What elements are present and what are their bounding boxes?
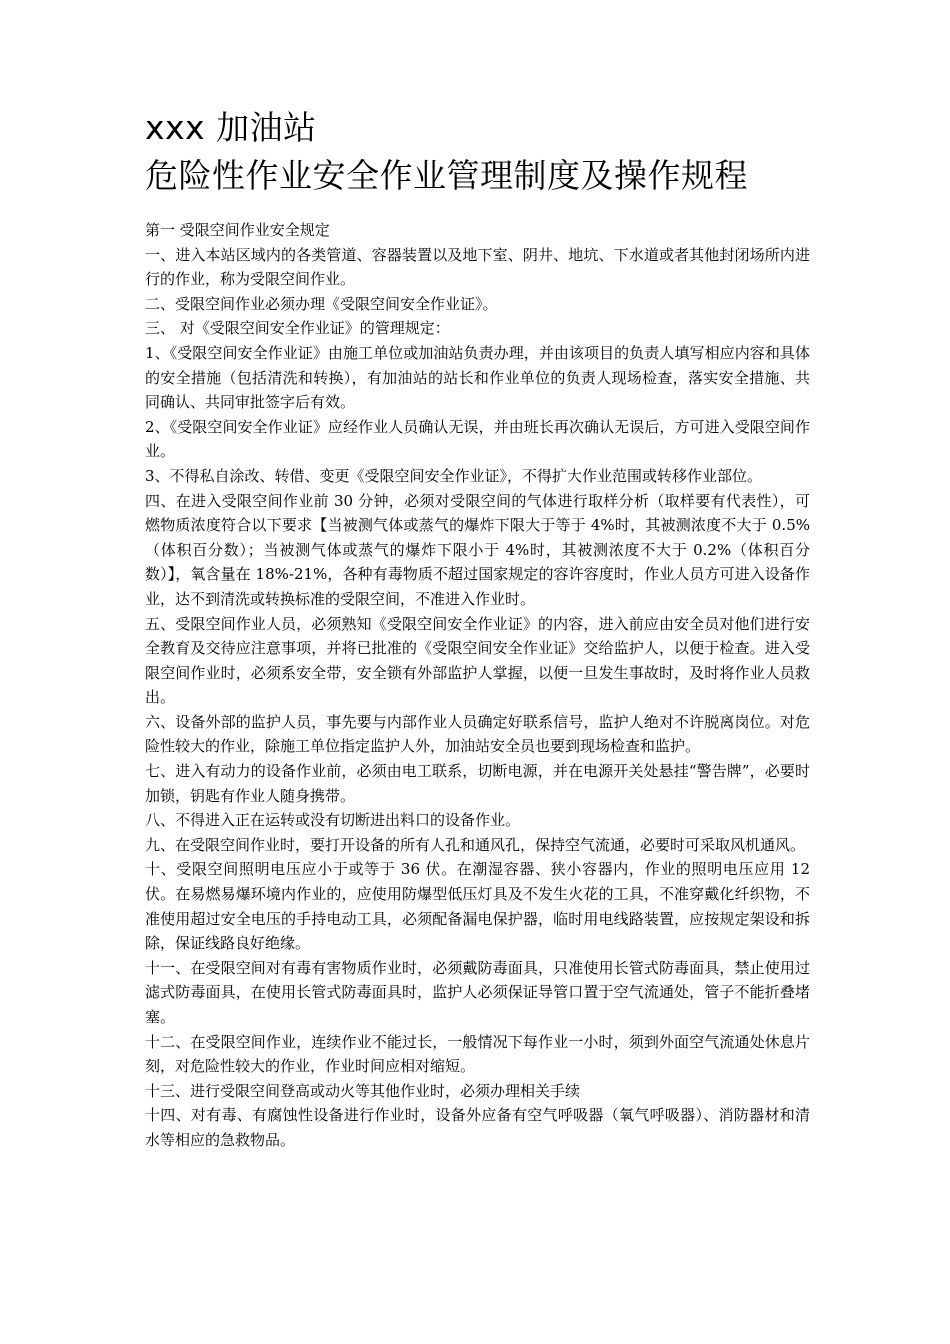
paragraph: 九、在受限空间作业时，要打开设备的所有人孔和通风孔，保持空气流通，必要时可采取风机通风。 bbox=[145, 835, 806, 854]
paragraph: 十二、在受限空间作业，连续作业不能过长，一般情况下每作业一小时，须到外面空气流通处休息片刻，对危险性较大的作业，作业时间应相对缩短。 bbox=[145, 1032, 810, 1076]
paragraph: 二、受限空间作业必须办理《受限空间安全作业证》。 bbox=[145, 294, 498, 313]
paragraph: 五、受限空间作业人员，必须熟知《受限空间安全作业证》的内容，进入前应由安全员对他们进行安全教育及交待应注意事项，并将已批准的《受限空间安全作业证》交给监护人，以便于检查。进入受限空间作业时，必须系安全带，安全锁有外部监护人掌握，以便一旦发生事故时，及时将作业人员救出。 bbox=[145, 614, 810, 707]
paragraph: 十一、在受限空间对有毒有害物质作业时，必须戴防毒面具，只准使用长管式防毒面具，禁止使用过滤式防毒面具，在使用长管式防毒面具时，监护人必须保证导管口置于空气流通处，管子不能折叠堵塞。 bbox=[145, 958, 810, 1026]
paragraph: 六、设备外部的监护人员，事先要与内部作业人员确定好联系信号，监护人绝对不许脱离岗位。对危险性较大的作业，除施工单位指定监护人外，加油站安全员也要到现场检查和监护。 bbox=[145, 712, 810, 756]
paragraph: 三、 对《受限空间安全作业证》的管理规定： bbox=[145, 319, 450, 338]
paragraph: 3、不得私自涂改、转借、变更《受限空间安全作业证》，不得扩大作业范围或转移作业部位。 bbox=[145, 466, 763, 485]
paragraph: 2、《受限空间安全作业证》应经作业人员确认无误，并由班长再次确认无误后，方可进入受限空间作业。 bbox=[145, 417, 810, 461]
document-content bbox=[145, 104, 810, 1153]
document-title-station: xxx 加油站 bbox=[145, 108, 317, 147]
paragraph: 十、受限空间照明电压应小于或等于 36 伏。在潮湿容器、狭小容器内，作业的照明电压应用 12 伏。在易燃易爆环境内作业的，应使用防爆型低压灯具及不发生火花的工具，不准穿戴化纤织物，不准使用超过安全电压的手持电动工具，必须配备漏电保护器，临时用电线路装置，应按规定架设和拆除，保证线路良好绝缘。 bbox=[145, 860, 810, 953]
paragraph: 八、不得进入正在运转或没有切断进出料口的设备作业。 bbox=[145, 811, 521, 830]
paragraph: 一、进入本站区域内的各类管道、容器装置以及地下室、阴井、地坑、下水道或者其他封闭场所内进行的作业，称为受限空间作业。 bbox=[145, 245, 810, 289]
paragraph: 七、进入有动力的设备作业前，必须由电工联系，切断电源，并在电源开关处悬挂“警告牌”，必要时加锁，钥匙有作业人随身携带。 bbox=[145, 762, 810, 805]
paragraph: 十三、进行受限空间登高或动火等其他作业时，必须办理相关手续 bbox=[145, 1081, 581, 1100]
paragraph: 十四、对有毒、有腐蚀性设备进行作业时，设备外应备有空气呼吸器（氧气呼吸器）、消防器材和清水等相应的急救物品。 bbox=[145, 1106, 810, 1149]
document-title-main: 危险性作业安全作业管理制度及操作规程 bbox=[145, 156, 748, 195]
section-heading: 第一 受限空间作业安全规定 bbox=[145, 221, 330, 239]
document-body bbox=[145, 218, 810, 1153]
paragraph: 四、在进入受限空间作业前 30 分钟，必须对受限空间的气体进行取样分析（取样要有代表性），可燃物质浓度符合以下要求【当被测气体或蒸气的爆炸下限大于等于 4%时，其被测浓度不大于 0.5%（体积百分数）；当被测气体或蒸气的爆炸下限小于 4%时，其被测浓度不大于 0.2%（体积百分数）】，氧含量在 18%-21%，各种有毒物质不超过国家规定的容许容度时，作业人员方可进入设备作业，达不到清洗或转换标准的受限空间，不准进入作业时。 bbox=[145, 491, 810, 608]
paragraph: 1、《受限空间安全作业证》由施工单位或加油站负责办理，并由该项目的负责人填写相应内容和具体的安全措施（包括清洗和转换），有加油站的站长和作业单位的负责人现场检查，落实安全措施、共同确认、共同审批签字后有效。 bbox=[145, 343, 810, 412]
